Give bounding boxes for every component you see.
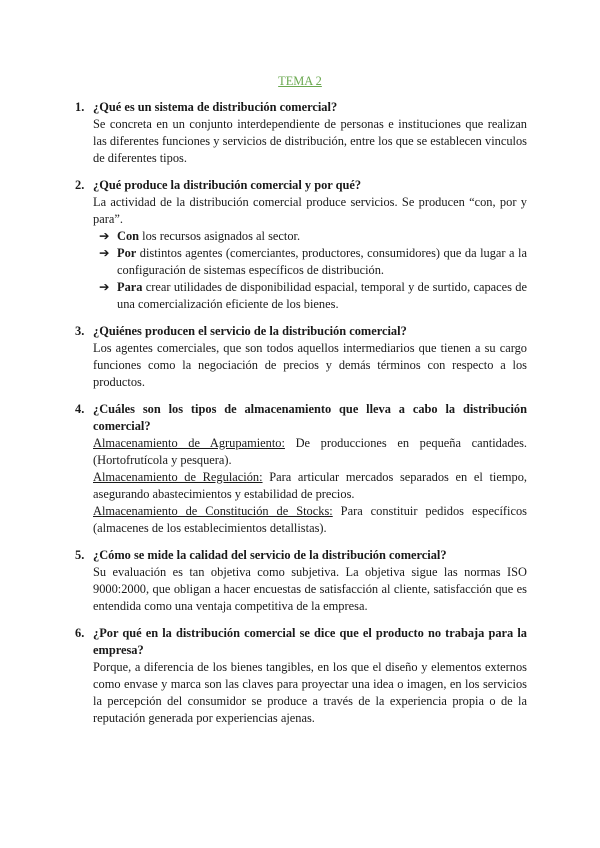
bullet-text: los recursos asignados al sector. [139, 229, 301, 243]
bullet-text: crear utilidades de disponibilidad espacial, temporal y de surtido, capaces de una comercialización eficiente de los bienes. [117, 280, 527, 311]
bullet-lead: Para [117, 280, 143, 294]
question-item-5 [75, 547, 527, 615]
answer-text: Los agentes comerciales, que son todos aquellos intermediarios que tienen a su cargo funciones como la negociación de precios y demás términos con respecto a los productos. [93, 341, 527, 389]
storage-type-text: Para articular mercados separados en el tiempo, asegurando abastecimientos y estabilidad de precios. [93, 470, 527, 501]
storage-type [93, 503, 527, 537]
question-item-2 [75, 177, 527, 313]
question-number: 3. [75, 324, 85, 338]
bullet-text: distintos agentes (comerciantes, productores, consumidores) que da lugar a la configuración de sistemas específicos de distribución. [117, 246, 527, 277]
arrow-icon: ➔ [99, 246, 110, 260]
answer-text: La actividad de la distribución comercial produce servicios. Se producen “con, por y para”. [93, 195, 527, 226]
bullet-item [93, 228, 527, 245]
question-heading: ¿Quiénes producen el servicio de la distribución comercial? [93, 324, 407, 338]
question-heading: ¿Cómo se mide la calidad del servicio de la distribución comercial? [93, 548, 447, 562]
arrow-icon: ➔ [99, 229, 110, 243]
page-title: TEMA 2 [278, 74, 322, 88]
question-item-6 [75, 625, 527, 727]
storage-type-name: Almacenamiento de Agrupamiento: [93, 436, 285, 450]
question-number: 2. [75, 178, 85, 192]
bullet-item [93, 279, 527, 313]
storage-type-text: De producciones en pequeña cantidades. (Hortofrutícola y pesquera). [93, 436, 527, 467]
bullet-lead: Con [117, 229, 140, 243]
answer-text: Se concreta en un conjunto interdependiente de personas e instituciones que realizan las diferentes funciones y servicios de distribución, entre los que se establecen vinculos de diferentes tipos. [93, 117, 527, 165]
question-heading: ¿Cuáles son los tipos de almacenamiento que lleva a cabo la distribución comercial? [93, 402, 527, 433]
question-item-4 [75, 401, 527, 537]
bullet-item [93, 245, 527, 279]
storage-type [93, 435, 527, 469]
question-number: 1. [75, 100, 85, 114]
storage-type-name: Almacenamiento de Constitución de Stocks: [93, 504, 333, 518]
question-number: 5. [75, 548, 85, 562]
storage-type [93, 469, 527, 503]
answer-text: Su evaluación es tan objetiva como subjetiva. La objetiva sigue las normas ISO 9000:2000, que obligan a hacer encuestas de satisfacción al cliente, satisfacción que es entendida como una ventaja competitiva de la empresa. [93, 565, 527, 613]
question-list [75, 99, 527, 737]
question-heading: ¿Qué es un sistema de distribución comercial? [93, 100, 338, 114]
question-item-3 [75, 323, 527, 391]
question-heading: ¿Qué produce la distribución comercial y por qué? [93, 178, 362, 192]
question-heading: ¿Por qué en la distribución comercial se dice que el producto no trabaja para la empresa? [93, 626, 527, 657]
question-number: 4. [75, 402, 85, 416]
bullet-lead: Por [117, 246, 137, 260]
question-number: 6. [75, 626, 85, 640]
storage-type-name: Almacenamiento de Regulación: [93, 470, 263, 484]
arrow-icon: ➔ [99, 280, 110, 294]
bullet-list [93, 228, 527, 313]
answer-text: Porque, a diferencia de los bienes tangibles, en los que el diseño y elementos externos como envase y marca son las claves para proyectar una idea o imagen, en los servicios la percepción del consumidor se produce a través de la experiencia propia o de la reputación generada por experiencias ajenas. [93, 660, 527, 725]
storage-type-text: Para constituir pedidos específicos (almacenes de los establecimientos detallistas). [93, 504, 527, 535]
question-item-1 [75, 99, 527, 167]
